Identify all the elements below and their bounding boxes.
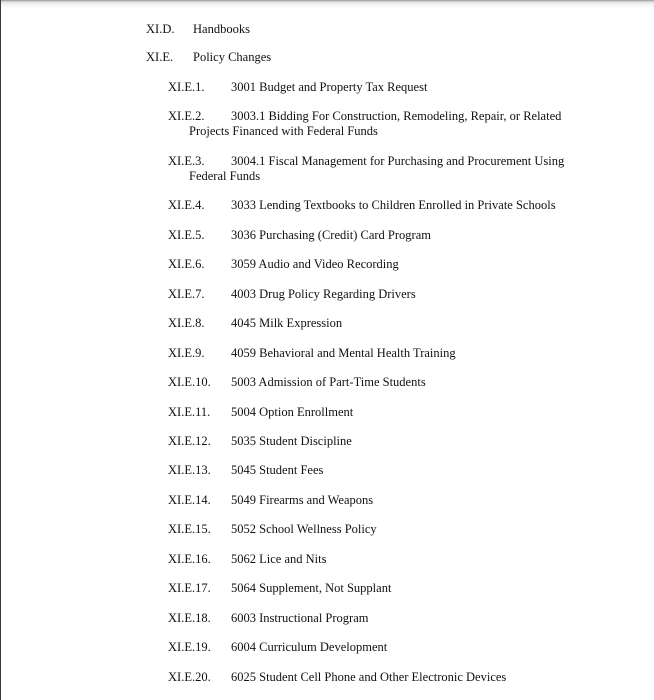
item-number: XI.E.14. [168,493,211,507]
section-title: Handbooks [193,22,250,36]
item-number: XI.E.9. [168,346,205,360]
item-number: XI.E.12. [168,434,211,448]
item-number: XI.E.2. [168,109,205,123]
item-title: 3036 Purchasing (Credit) Card Program [231,228,431,242]
item-number: XI.E.4. [168,198,205,212]
item-title: 4003 Drug Policy Regarding Drivers [231,287,416,301]
item-number: XI.E.1. [168,80,205,94]
item-title: 6003 Instructional Program [231,611,369,625]
item-title: 3004.1 Fiscal Management for Purchasing and Procurement Using [231,154,565,168]
item-title: 5003 Admission of Part-Time Students [231,375,426,389]
item-title-continuation: Federal Funds [189,169,261,183]
item-title-continuation: Projects Financed with Federal Funds [189,124,378,138]
item-number: XI.E.10. [168,375,211,389]
page-top-shadow [0,0,654,8]
item-number: XI.E.8. [168,316,205,330]
page-left-border [0,0,1,700]
item-title: 6004 Curriculum Development [231,640,388,654]
item-title: 6025 Student Cell Phone and Other Electronic Devices [231,670,507,684]
section-number: XI.D. [146,22,175,36]
item-title: 4059 Behavioral and Mental Health Training [231,346,456,360]
item-number: XI.E.7. [168,287,205,301]
item-title: 3003.1 Bidding For Construction, Remodeling, Repair, or Related [231,109,562,123]
item-number: XI.E.17. [168,581,211,595]
item-number: XI.E.5. [168,228,205,242]
item-title: 5035 Student Discipline [231,434,352,448]
item-number: XI.E.3. [168,154,205,168]
item-title: 5049 Firearms and Weapons [231,493,374,507]
item-title: 5004 Option Enrollment [231,405,354,419]
item-title: 4045 Milk Expression [231,316,343,330]
item-title: 5064 Supplement, Not Supplant [231,581,392,595]
item-number: XI.E.11. [168,405,211,419]
section-title: Policy Changes [193,50,272,64]
item-number: XI.E.15. [168,522,211,536]
item-title: 5052 School Wellness Policy [231,522,377,536]
item-number: XI.E.6. [168,257,205,271]
item-number: XI.E.19. [168,640,211,654]
item-title: 3001 Budget and Property Tax Request [231,80,428,94]
item-number: XI.E.16. [168,552,211,566]
section-number: XI.E. [146,50,174,64]
item-title: 3033 Lending Textbooks to Children Enrolled in Private Schools [231,198,556,212]
item-title: 5045 Student Fees [231,463,324,477]
item-title: 3059 Audio and Video Recording [231,257,399,271]
item-number: XI.E.18. [168,611,211,625]
item-number: XI.E.13. [168,463,211,477]
item-title: 5062 Lice and Nits [231,552,327,566]
item-number: XI.E.20. [168,670,211,684]
